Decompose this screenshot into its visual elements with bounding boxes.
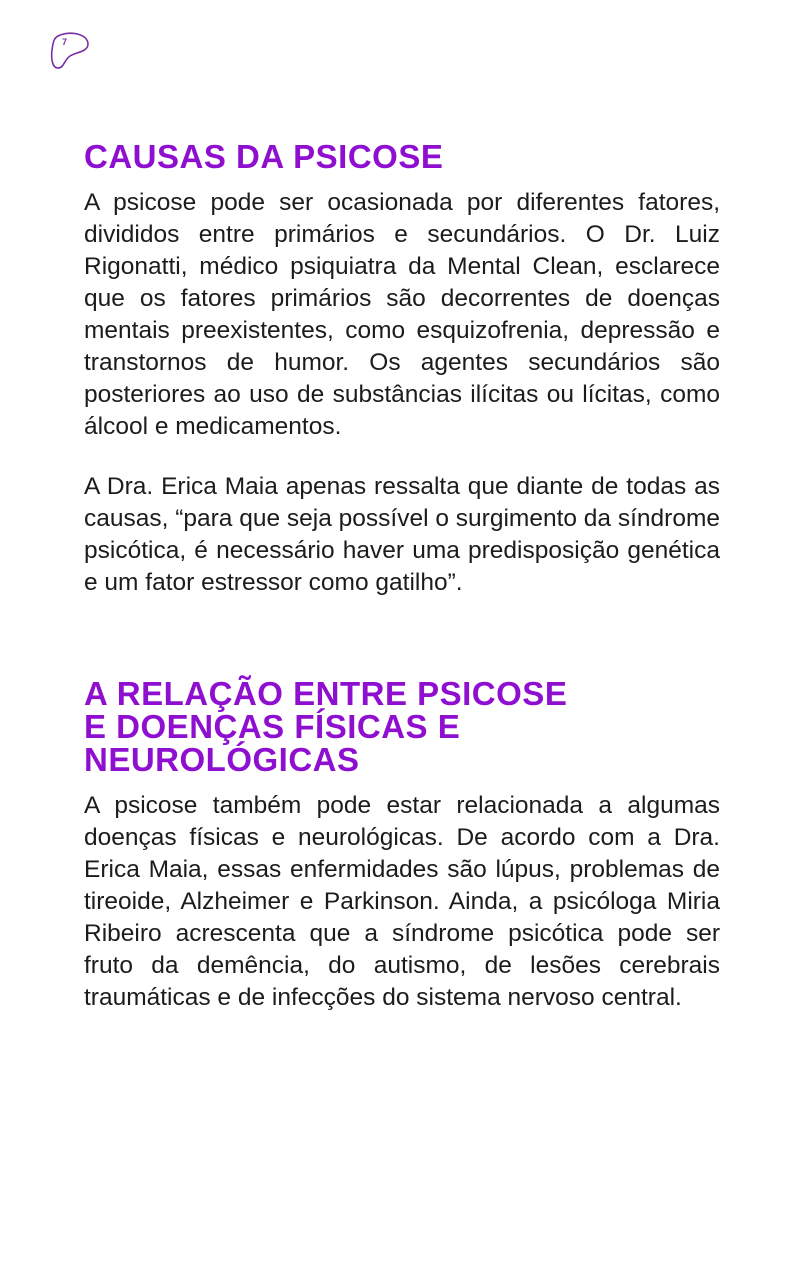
page-number-badge: [48, 28, 92, 72]
leaf-badge-icon: [48, 28, 92, 72]
paragraph: A Dra. Erica Maia apenas ressalta que diante de todas as causas, “para que seja possível o surgimento da síndrome psicótica, é necessário haver uma predisposição genética e um fator estressor como gatilho”.: [84, 473, 720, 596]
article-content: [84, 140, 720, 1014]
section-title: CAUSAS DA PSICOSE: [84, 138, 444, 175]
page-number: 7: [62, 37, 68, 47]
section-title-line: NEUROLÓGICAS: [84, 741, 360, 778]
section-causas-da-psicose: [84, 140, 720, 599]
section-title-line: A RELAÇÃO ENTRE PSICOSE: [84, 675, 568, 712]
section-title-line: E DOENÇAS FÍSICAS E: [84, 708, 461, 745]
section-relacao-psicose-doencas: [84, 677, 720, 1014]
paragraph: A psicose também pode estar relacionada a algumas doenças físicas e neurológicas. De acordo com a Dra. Erica Maia, essas enfermidades são lúpus, problemas de tireoide, Alzheimer e Parkinson. Ainda, a psicóloga Miria Ribeiro acrescenta que a síndrome psicótica pode ser fruto da demência, do autismo, de lesões cerebrais traumáticas e de infecções do sistema nervoso central.: [84, 792, 720, 1011]
section-title: [84, 677, 720, 776]
paragraph: A psicose pode ser ocasionada por diferentes fatores, divididos entre primários e secundários. O Dr. Luiz Rigonatti, médico psiquiatra da Mental Clean, esclarece que os fatores primários são decorrentes de doenças mentais preexistentes, como esquizofrenia, depressão e transtornos de humor. Os agentes secundários são posteriores ao uso de substâncias ilícitas ou lícitas, como álcool e medicamentos.: [84, 189, 720, 440]
